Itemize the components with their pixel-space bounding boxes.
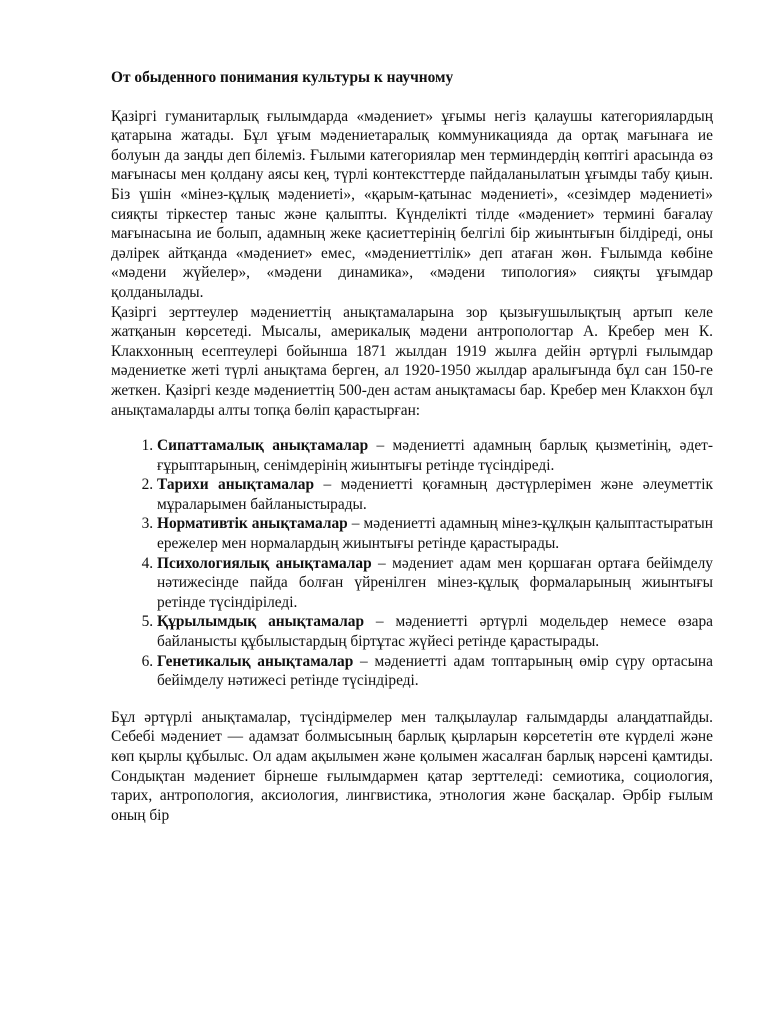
definition-term: Нормативтік анықтамалар <box>157 515 348 533</box>
definition-text: – мәдениетті әртүрлі модельдер немесе өзара байланысты құбылыстардың біртұтас жүйесі ретінде қарастырады. <box>157 613 714 651</box>
document-title: От обыденного понимания культуры к научному <box>111 69 454 86</box>
paragraph-intro: Қазіргі гуманитарлық ғылымдарда «мәдениет» ұғымы негіз қалаушы категориялардың қатарына жатады. Бұл ұғым мәдениетаралық коммуникацияда да ортақ мағынаға ие болуын да заңды деп білеміз. Ғылыми категориялар мен терминдердің көптігі арасында өз мағынасы мен қолдану аясы кең, түрлі контексттерде пайдаланылатын ұғымды табу қиын. Біз үшін «мінез-құлық мәдениеті», «қарым-қатынас мәдениеті», «сезімдер мәдениеті» сияқты тіркестер таныс және қалыпты. Күнделікті тілде «мәдениет» термині бағалау мағынасына ие болып, адамның жеке қасиеттерінің белгілі бір жиынтығын білдіреді, оны дәлірек айтқанда «мәдениет» емес, «мәдениеттілік» деп атаған жөн. Ғылымда көбіне «мәдени жүйелер», «мәдени динамика», «мәдени типология» сияқты ұғымдар қолданылады. <box>111 107 713 301</box>
list-item <box>157 554 713 613</box>
definition-text: – мәдениетті қоғамның дәстүрлерімен және әлеуметтік мұраларымен байланыстырады. <box>157 476 714 513</box>
definition-term: Тарихи анықтамалар <box>157 476 315 494</box>
list-item <box>157 436 713 475</box>
list-item <box>157 475 713 514</box>
list-item <box>157 514 713 553</box>
list-item <box>157 652 713 691</box>
paragraph-research: Қазіргі зерттеулер мәдениеттің анықтамаларына зор қызығушылықтың артып келе жатқанын көрсетеді. Мысалы, америкалық мәдени антропологтар А. Кребер мен К. Клакхонның есептеулері бойынша 1871 жылдан 1919 жылға дейін әртүрлі ғылымдар мәдениетке жеті түрлі анықтама берген, ал 1920-1950 жылдар аралығында бұл сан 150-ге жеткен. Қазіргі кезде мәдениеттің 500-ден астам анықтамасы бар. Кребер мен Клакхон бұл анықтамаларды алты топқа бөліп қарастырған: <box>111 303 713 419</box>
definition-text: – мәдениетті адам топтарының өмір сүру ортасына бейімделу нәтижесі ретінде түсіндіреді. <box>157 652 713 690</box>
list-item <box>157 612 713 651</box>
definition-text: – мәдениет адам мен қоршаған ортаға бейімделу нәтижесінде пайда болған үйренілген мінез-құлық формаларының жиынтығы ретінде түсіндіріледі. <box>157 554 714 611</box>
paragraph-closing: Бұл әртүрлі анықтамалар, түсіндірмелер мен талқылаулар ғалымдарды алаңдатпайды. Себебі мәдениет — адамзат болмысының барлық қырларын көрсететін өте күрделі және көп қырлы құбылыс. Ол адам ақылымен және қолымен жасалған барлық нәрсені қамтиды. Сондықтан мәдениет бірнеше ғылымдармен қатар зерттеледі: семиотика, социология, тарих, антропология, аксиология, лингвистика, этнология және басқалар. Әрбір ғылым оның бір <box>111 708 713 824</box>
definition-term: Психологиялық анықтамалар <box>157 554 372 572</box>
definition-text: – мәдениетті адамның мінез-құлқын қалыптастыратын ережелер мен нормалардың жиынтығы ретінде қарастырады. <box>157 515 713 553</box>
definition-term: Генетикалық анықтамалар <box>157 652 354 670</box>
definition-term: Құрылымдық анықтамалар <box>157 613 365 631</box>
definitions-list <box>111 436 713 691</box>
document-page <box>111 68 713 825</box>
definition-text: – мәдениетті адамның барлық қызметінің, әдет-ғұрыптарының, сенімдерінің жиынтығы ретінде түсіндіреді. <box>157 437 714 474</box>
definition-term: Сипаттамалық анықтамалар <box>157 437 369 455</box>
